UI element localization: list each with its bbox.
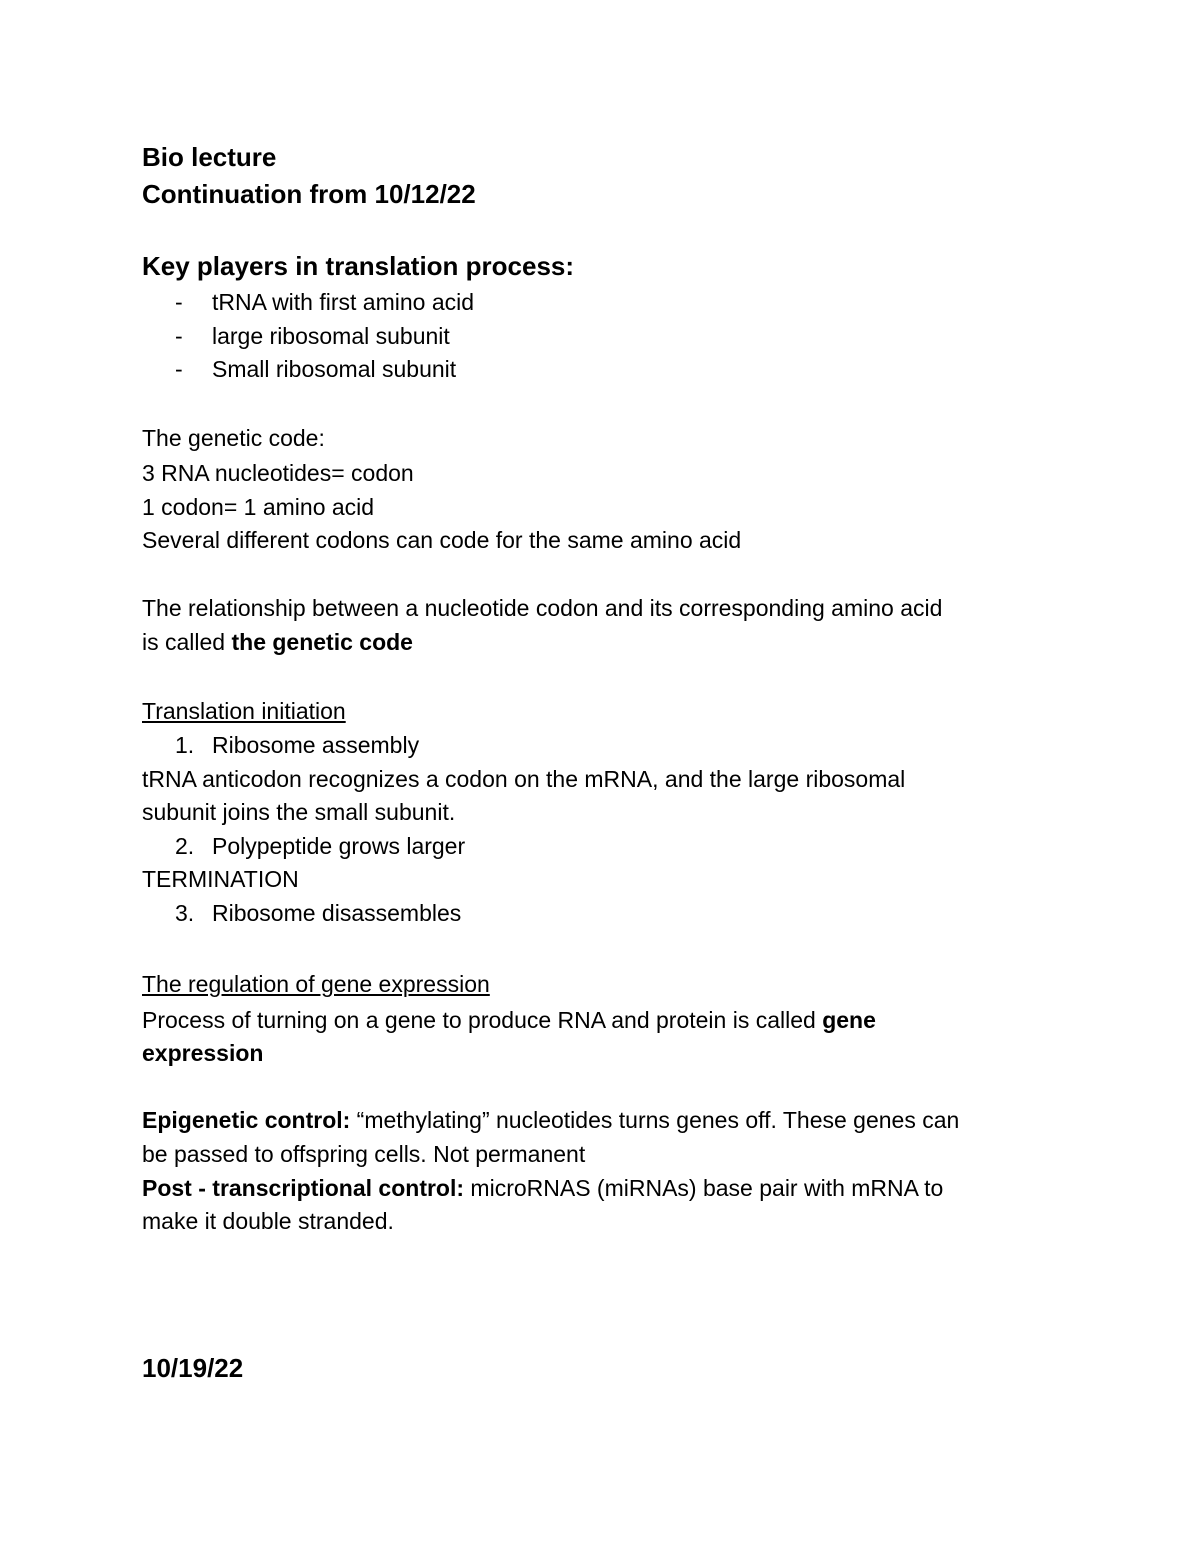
epigenetic-line-2: be passed to offspring cells. Not permanent xyxy=(142,1141,586,1167)
termination-label: TERMINATION xyxy=(142,866,299,892)
regulation-heading: The regulation of gene expression xyxy=(142,971,490,997)
epigenetic-label: Epigenetic control: xyxy=(142,1107,351,1133)
initiation-heading: Translation initiation xyxy=(142,698,346,724)
list-item-text: tRNA with first amino acid xyxy=(212,289,475,315)
gene-term: gene xyxy=(822,1007,876,1033)
item-number: 2. xyxy=(175,833,195,859)
next-date-heading: 10/19/22 xyxy=(142,1353,244,1383)
genetic-code-line: 3 RNA nucleotides= codon xyxy=(142,460,414,486)
epigenetic-text: “methylating” nucleotides turns genes off. These genes can xyxy=(350,1107,960,1133)
numbered-item xyxy=(175,730,419,760)
numbered-item xyxy=(175,898,461,928)
item-number: 3. xyxy=(175,900,195,926)
regulation-text: Process of turning on a gene to produce RNA and protein is called xyxy=(142,1007,823,1033)
list-item-text: large ribosomal subunit xyxy=(212,323,450,349)
genetic-code-term: the genetic code xyxy=(231,629,413,655)
bullet-dash: - xyxy=(175,323,183,349)
post-transcriptional-label: Post - transcriptional control: xyxy=(142,1175,465,1201)
key-players-heading: Key players in translation process: xyxy=(142,251,575,281)
relationship-line-1: The relationship between a nucleotide codon and its corresponding amino acid xyxy=(142,595,943,621)
relationship-prefix: is called xyxy=(142,629,232,655)
list-item xyxy=(175,354,456,384)
item-text: Polypeptide grows larger xyxy=(212,833,466,859)
post-transcriptional-line-2: make it double stranded. xyxy=(142,1208,394,1234)
item-text: Ribosome assembly xyxy=(212,732,420,758)
list-item xyxy=(175,287,474,317)
numbered-item xyxy=(175,831,465,861)
item-number: 1. xyxy=(175,732,195,758)
item-text: Ribosome disassembles xyxy=(212,900,462,926)
list-item xyxy=(175,321,450,351)
genetic-code-line: Several different codons can code for the same amino acid xyxy=(142,527,742,553)
step1-description-line-2: subunit joins the small subunit. xyxy=(142,799,456,825)
list-item-text: Small ribosomal subunit xyxy=(212,356,457,382)
post-transcriptional-text: microRNAS (miRNAs) base pair with mRNA to xyxy=(464,1175,944,1201)
genetic-code-line: 1 codon= 1 amino acid xyxy=(142,494,375,520)
doc-title: Bio lecture xyxy=(142,142,277,172)
doc-subtitle: Continuation from 10/12/22 xyxy=(142,179,476,209)
relationship-line-2 xyxy=(142,627,413,657)
post-transcriptional-line-1 xyxy=(142,1173,943,1203)
bullet-dash: - xyxy=(175,289,183,315)
genetic-code-heading: The genetic code: xyxy=(142,425,325,451)
epigenetic-line-1 xyxy=(142,1105,959,1135)
step1-description-line-1: tRNA anticodon recognizes a codon on the mRNA, and the large ribosomal xyxy=(142,766,906,792)
regulation-line-1 xyxy=(142,1005,876,1035)
expression-term: expression xyxy=(142,1040,264,1066)
bullet-dash: - xyxy=(175,356,183,382)
